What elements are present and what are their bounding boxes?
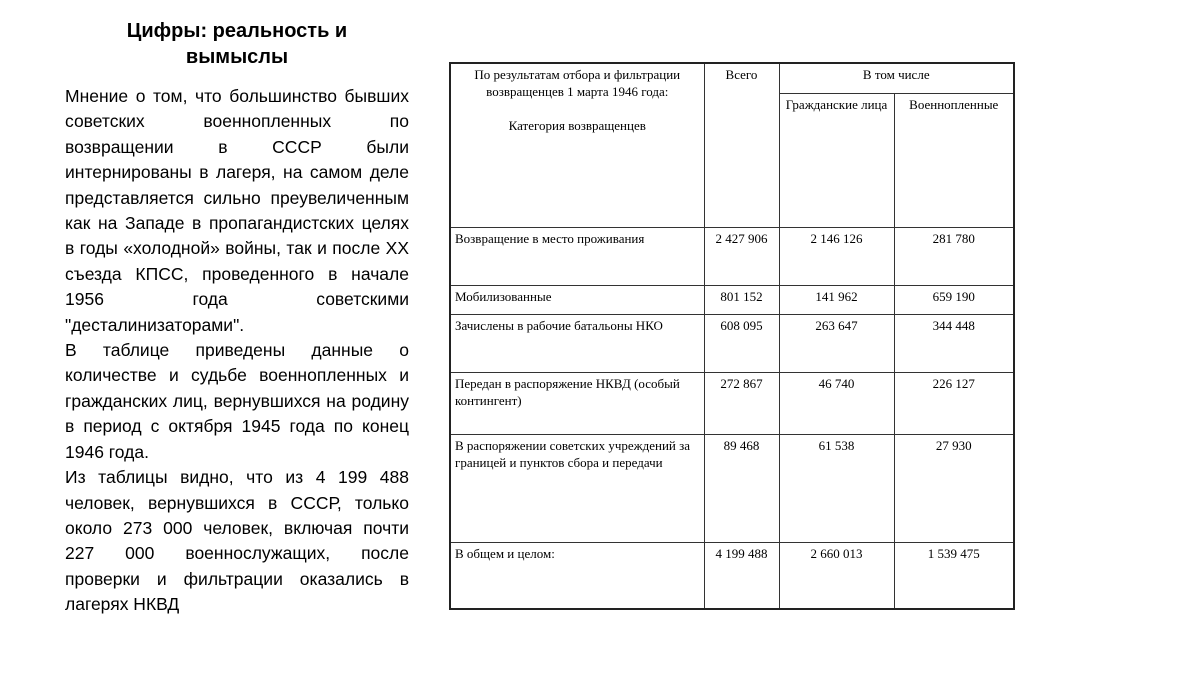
cell-total: 4 199 488 xyxy=(704,542,779,609)
paragraph-table-intro: В таблице приведены данные о количестве и судьбе военнопленных и гражданских лиц, вернувшихся на родину в период с октября 1945 года по конец 1946 года. xyxy=(65,340,409,462)
table-header-category-label: Категория возвращенцев xyxy=(508,118,646,134)
returnees-table xyxy=(449,62,1015,610)
cell-pows: 281 780 xyxy=(894,227,1014,285)
cell-civilians: 2 146 126 xyxy=(779,227,894,285)
cell-total: 608 095 xyxy=(704,314,779,372)
page-title: Цифры: реальность и вымыслы xyxy=(126,20,348,68)
cell-civilians: 46 740 xyxy=(779,372,894,434)
cell-total: 272 867 xyxy=(704,372,779,434)
table-row xyxy=(450,372,1014,434)
cell-civilians: 263 647 xyxy=(779,314,894,372)
cell-pows: 659 190 xyxy=(894,285,1014,314)
cell-pows: 1 539 475 xyxy=(894,542,1014,609)
cell-total: 2 427 906 xyxy=(704,227,779,285)
cell-pows: 344 448 xyxy=(894,314,1014,372)
text-column xyxy=(65,18,409,618)
cell-civilians: 61 538 xyxy=(779,434,894,542)
table-header-row xyxy=(450,63,1014,93)
table-row xyxy=(450,542,1014,609)
cell-total: 801 152 xyxy=(704,285,779,314)
cell-pows: 27 930 xyxy=(894,434,1014,542)
table-row xyxy=(450,227,1014,285)
cell-total: 89 468 xyxy=(704,434,779,542)
table-header-category xyxy=(450,63,704,227)
cell-category: Мобилизованные xyxy=(450,285,704,314)
cell-civilians: 2 660 013 xyxy=(779,542,894,609)
paragraph-opinion: Мнение о том, что большинство бывших советских военнопленных по возвращении в СССР были интернированы в лагеря, на самом деле представляется сильно преувеличенным как на Западе в пропагандистских целях в годы «холодной» войны, так и после XX съезда КПСС, проведенного в начале 1956 года советскими "десталинизаторами". xyxy=(65,86,409,335)
cell-category: Передан в распоряжение НКВД (особый контингент) xyxy=(450,372,704,434)
table-row xyxy=(450,434,1014,542)
cell-civilians: 141 962 xyxy=(779,285,894,314)
cell-pows: 226 127 xyxy=(894,372,1014,434)
body-text xyxy=(65,84,409,618)
cell-category: В общем и целом: xyxy=(450,542,704,609)
table-header-civilians: Гражданские лица xyxy=(779,93,894,227)
cell-category: Возвращение в место проживания xyxy=(450,227,704,285)
table-header-total: Всего xyxy=(704,63,779,227)
table-header-category-caption: По результатам отбора и фильтрации возвращенцев 1 марта 1946 года: xyxy=(474,67,681,100)
cell-category: Зачислены в рабочие батальоны НКО xyxy=(450,314,704,372)
table-row xyxy=(450,314,1014,372)
cell-category: В распоряжении советских учреждений за границей и пунктов сбора и передачи xyxy=(450,434,704,542)
table-header-group: В том числе xyxy=(779,63,1014,93)
table-header-pows: Военнопленные xyxy=(894,93,1014,227)
paragraph-conclusion: Из таблицы видно, что из 4 199 488 человек, вернувшихся в СССР, только около 273 000 человек, включая почти 227 000 военнослужащих, после проверки и фильтрации оказались в лагерях НКВД xyxy=(65,467,409,615)
table-row xyxy=(450,285,1014,314)
